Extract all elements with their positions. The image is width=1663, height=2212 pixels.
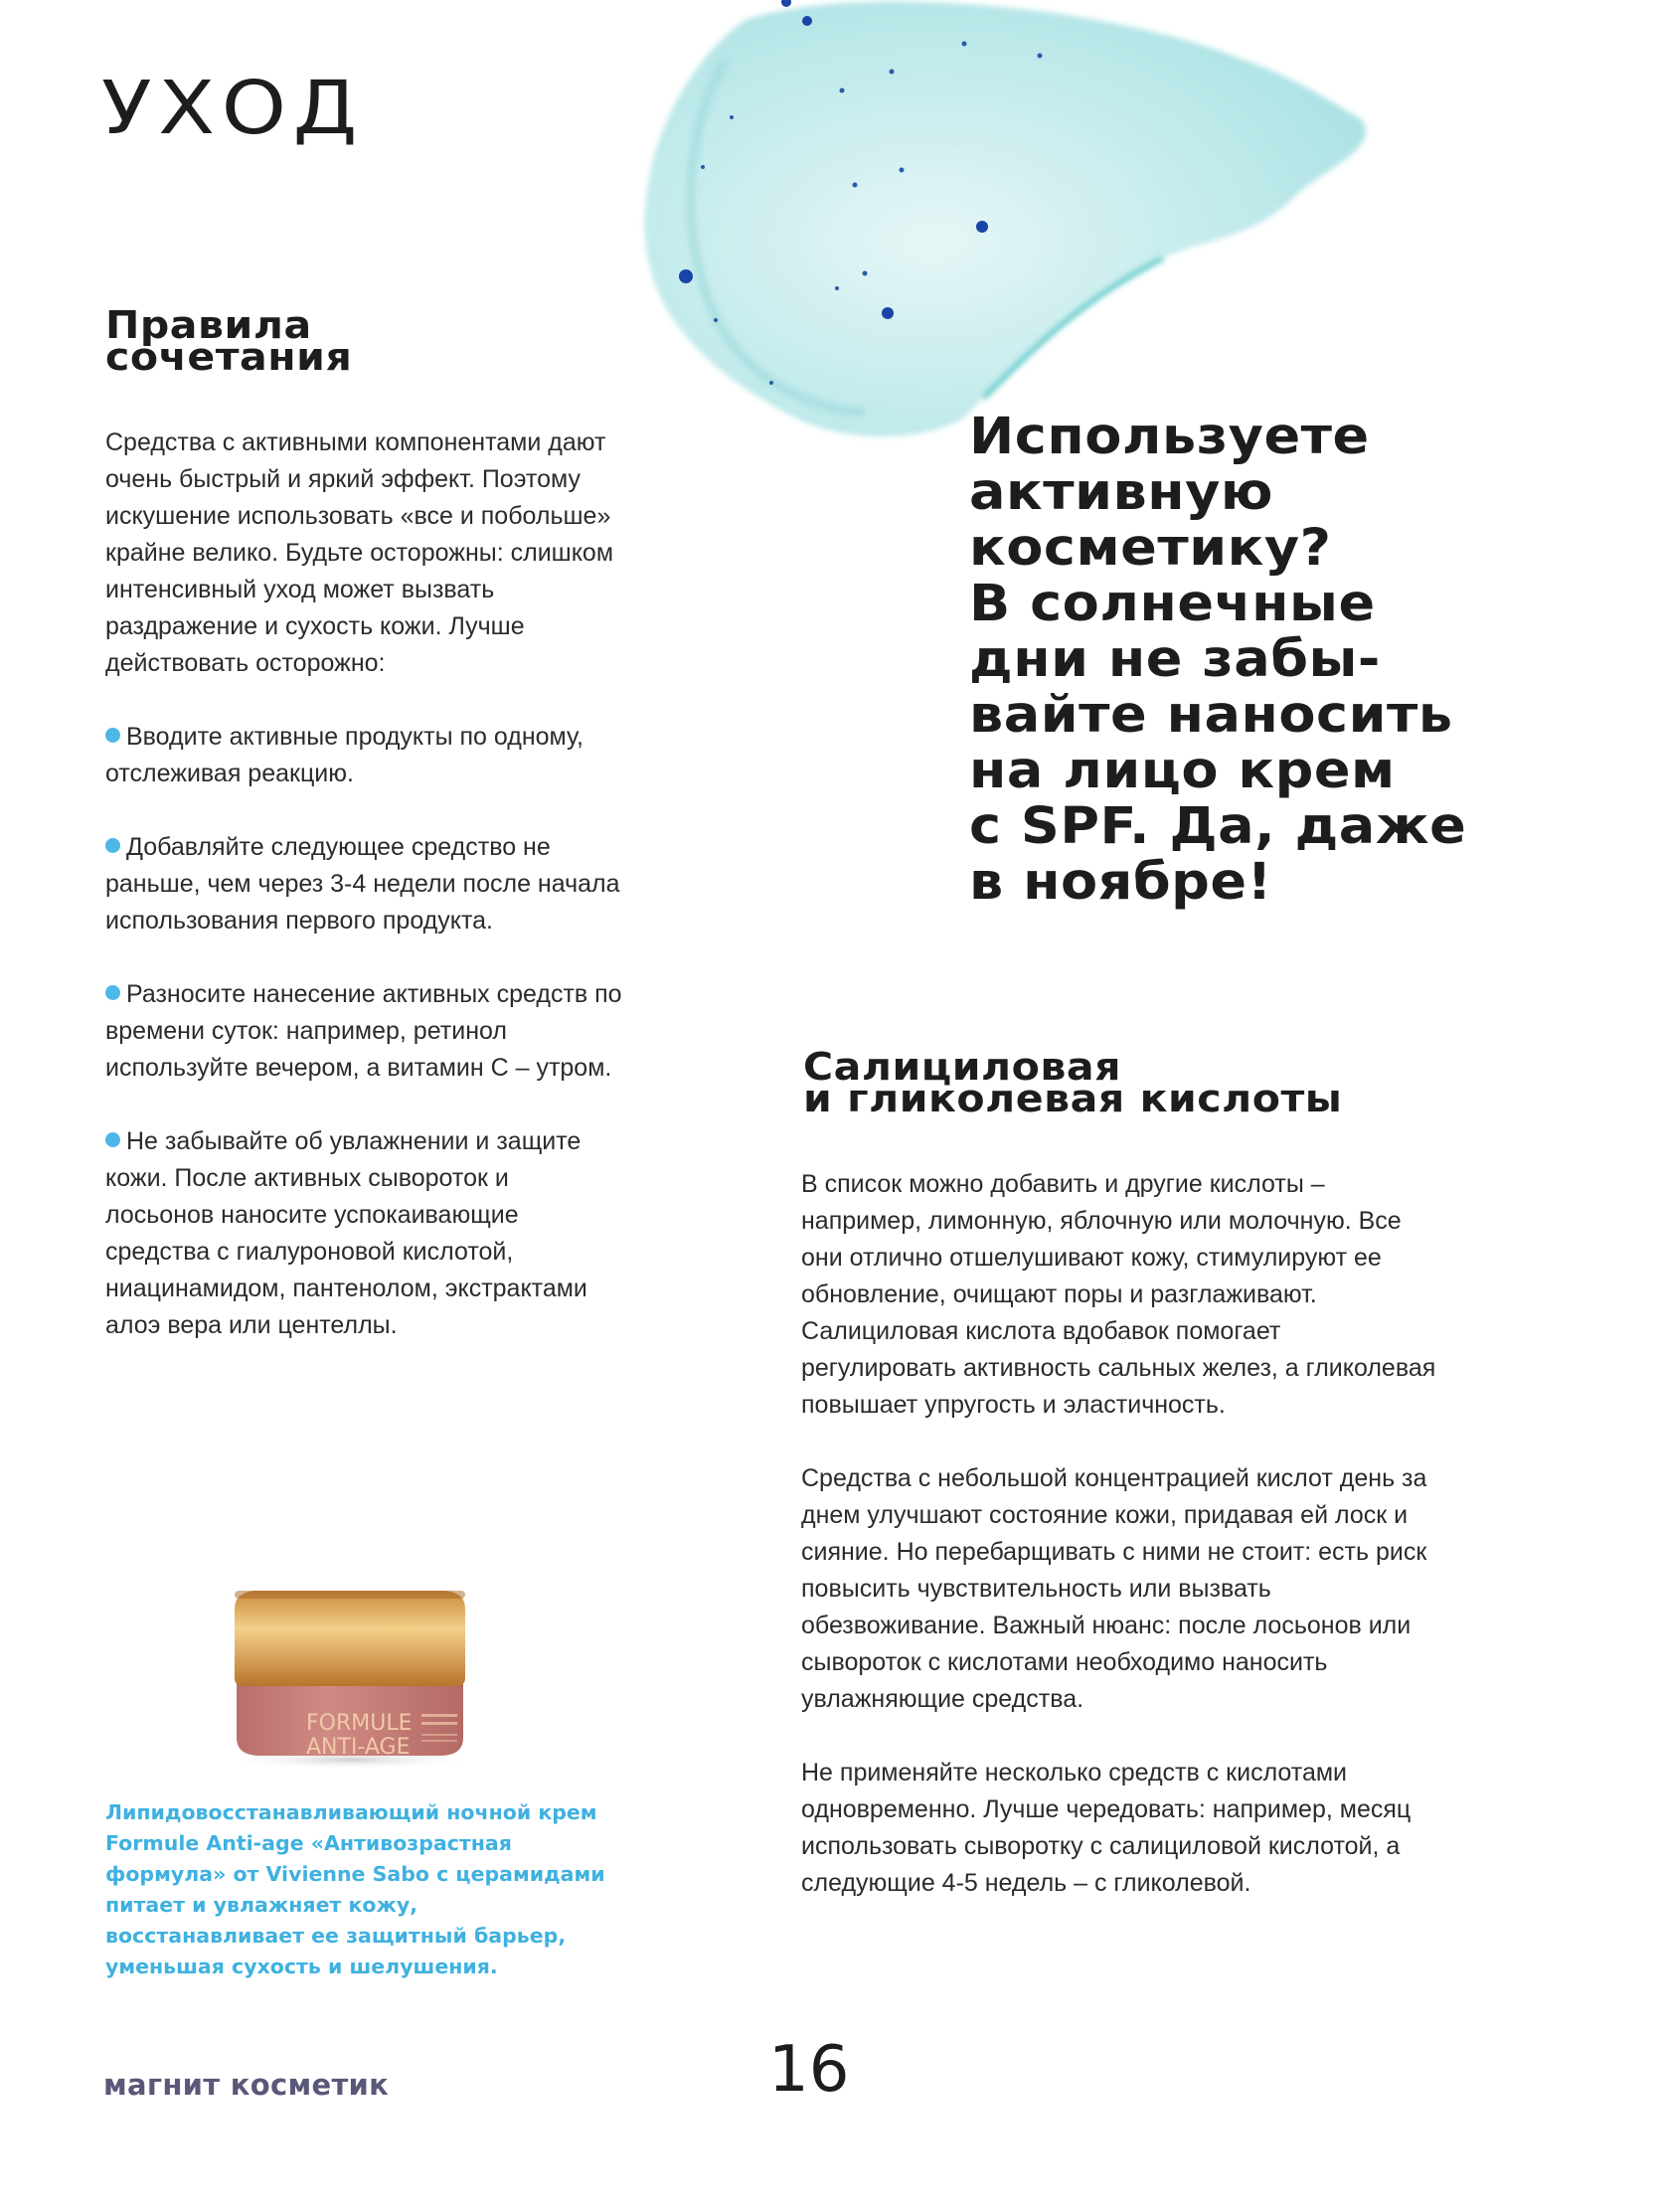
section-title: УХОД [101,66,365,151]
paragraph: Средства с небольшой концентрацией кислот день за днем улучшают состояние кожи, придавая ей лоск и сияние. Но перебарщивать с ними не стоит: есть риск повысить чувствительность или вызвать обезвоживание. Важный нюанс: после лосьонов или сывороток с кислотами необходимо наносить увлажняющие средства. [801,1464,1427,1713]
bullet-item: Не забывайте об увлажнении и защите кожи. После активных сывороток и лосьонов наносите успокаивающие средства с гиалуроновой кислотой, ниацинамидом, пантенолом, экстрактами алоэ вера или центеллы. [105,1127,587,1339]
callout-line: с SPF. Да, даже [969,797,1467,856]
right-heading-line2: и гликолевая кислоты [803,1077,1343,1120]
callout-line: на лицо крем [969,742,1396,800]
bullet-dot-icon [105,1132,120,1147]
product-label-line2: ANTI-AGE [306,1735,411,1760]
left-heading-line1: Правила [105,303,312,347]
callout-line: дни не забы- [969,630,1381,689]
callout-line: В солнечные [969,575,1376,633]
bullet-dot-icon [105,838,120,853]
callout-line: вайте наносить [969,686,1453,745]
left-heading [105,303,353,379]
cream-smear-image [606,0,1382,447]
callout-line: Используете [969,408,1370,466]
product-caption: Липидовосстанавливающий ночной крем Formule Anti-age «Антивозрастная формула» от Vivienne Sabo с церамидами питает и увлажняет кожу, восстанавливает ее защитный барьер, уменьшая сухость и шелушения. [105,1800,605,1978]
bullet-dot-icon [105,728,120,743]
product-label-line1: FORMULE [306,1711,413,1736]
paragraph: В список можно добавить и другие кислоты – например, лимонную, яблочную или молочную. Все они отлично отшелушивают кожу, стимулируют ее обновление, очищают поры и разглаживают. Салициловая кислота вдобавок помогает регулировать активность сальных желез, а гликолевая повышает упругость и эластичность. [801,1170,1436,1419]
right-heading-line1: Салициловая [803,1045,1122,1089]
callout-line: косметику? [969,519,1332,578]
product-jar-image [221,1569,479,1768]
right-column-body [801,1166,1437,1939]
callout-line: активную [969,463,1273,522]
bullet-item: Добавляйте следующее средство не раньше, чем через 3-4 недели после начала использования первого продукта. [105,833,620,935]
left-heading-line2: сочетания [105,335,353,379]
page-number: 16 [768,2033,850,2107]
bullet-item: Разносите нанесение активных средств по времени суток: например, ретинол используйте вечером, а витамин С – утром. [105,980,622,1082]
spf-callout [969,410,1560,911]
left-column-body [105,425,622,1381]
callout-line: в ноябре! [969,853,1272,912]
bullet-item: Вводите активные продукты по одному, отслеживая реакцию. [105,723,583,787]
intro-paragraph: Средства с активными компонентами дают очень быстрый и яркий эффект. Поэтому искушение использовать «все и побольше» крайне велико. Будьте осторожны: слишком интенсивный уход может вызвать раздражение и сухость кожи. Лучше действовать осторожно: [105,428,614,677]
brand-footer: магнит косметик [103,2068,390,2102]
right-heading [803,1045,1343,1120]
paragraph: Не применяйте несколько средств с кислотами одновременно. Лучше чередовать: например, месяц использовать сыворотку с салициловой кислотой, а следующие 4-5 недель – с гликолевой. [801,1759,1412,1897]
bullet-dot-icon [105,985,120,1000]
